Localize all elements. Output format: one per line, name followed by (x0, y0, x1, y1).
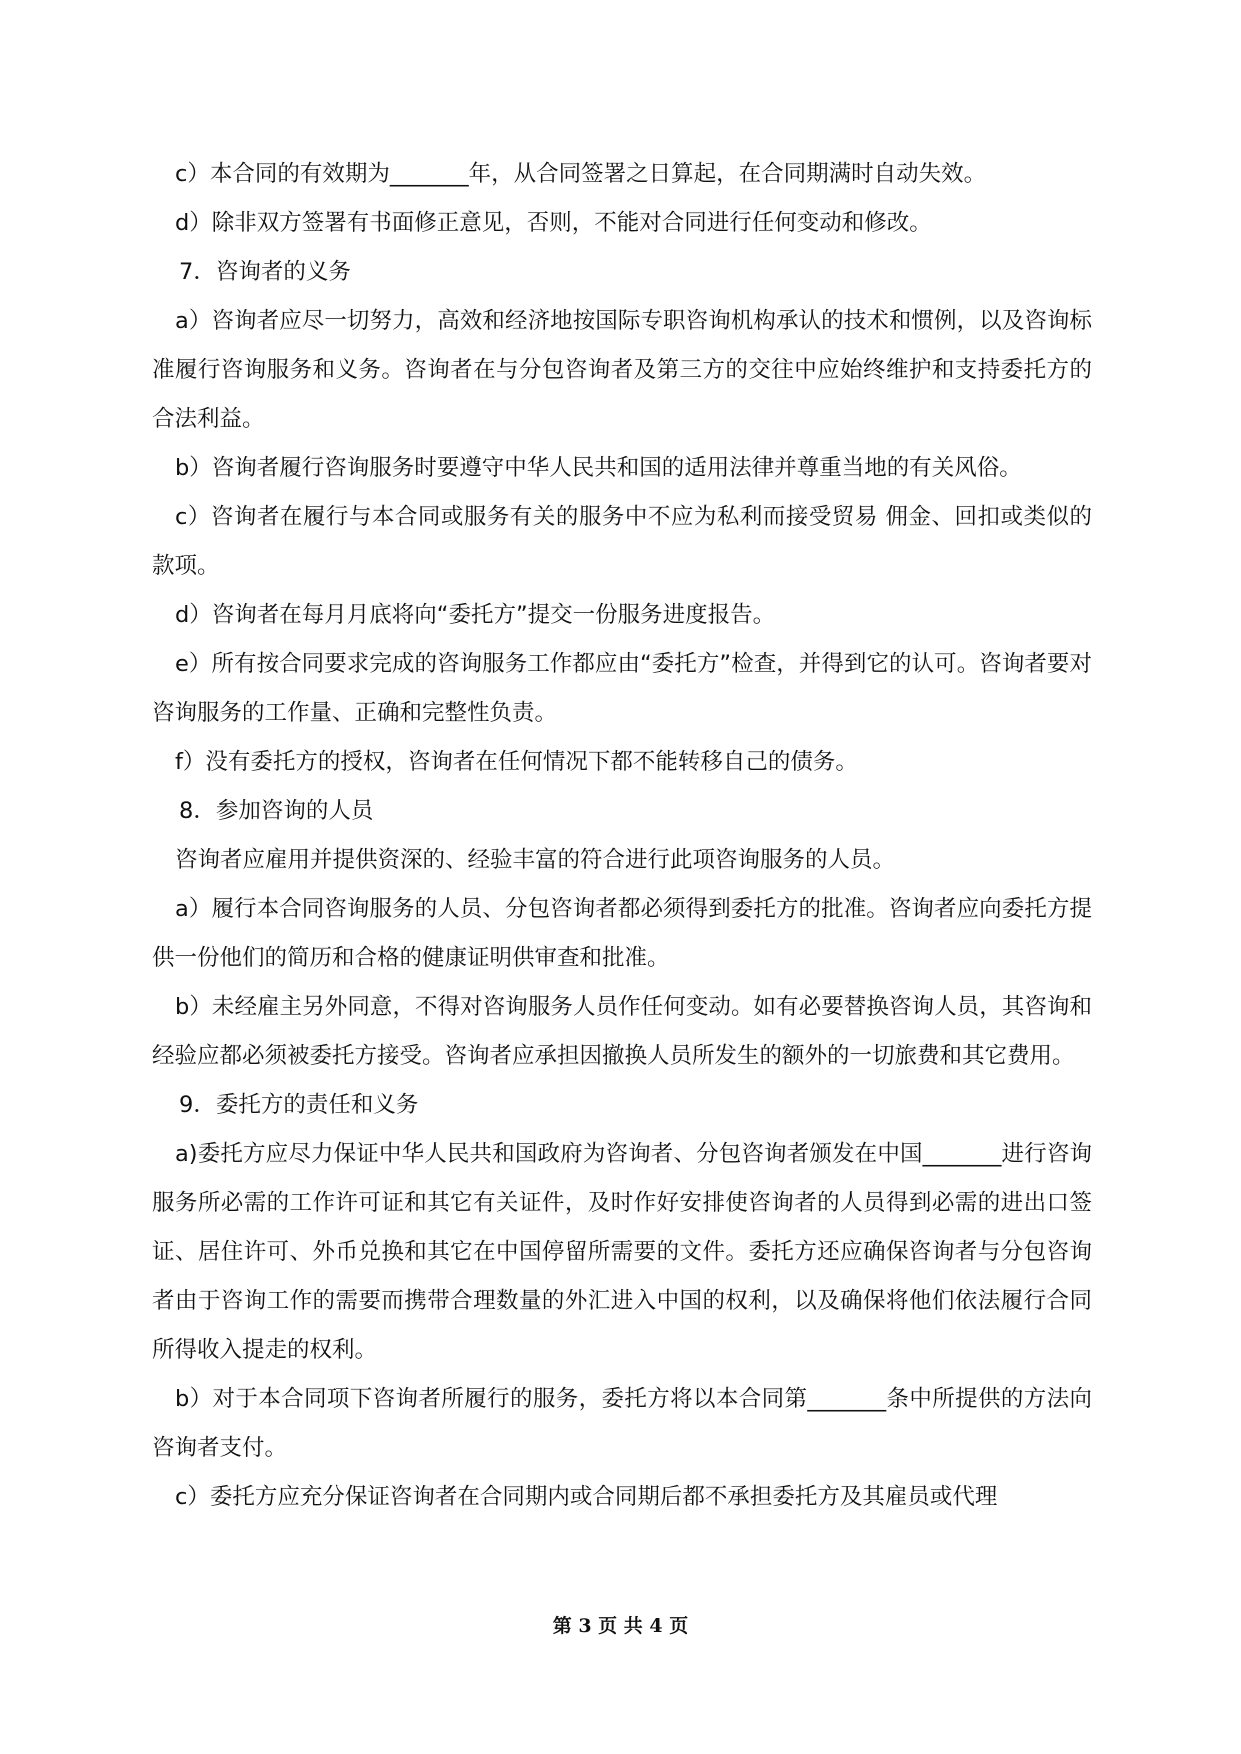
clause-paragraph: c）咨询者在履行与本合同或服务有关的服务中不应为私利而接受贸易 佣金、回扣或类似的款项。 (152, 504, 1092, 579)
section-heading: 8．参加咨询的人员 (179, 798, 374, 824)
clause-paragraph: d）除非双方签署有书面修正意见，否则，不能对合同进行任何变动和修改。 (175, 210, 932, 236)
clause-paragraph: a)委托方应尽力保证中华人民共和国政府为咨询者、分包咨询者颁发在中国_______进行咨询服务所必需的工作许可证和其它有关证件，及时作好安排使咨询者的人员得到必需的进出口签证、居住许可、外币兑换和其它在中国停留所需要的文件。委托方还应确保咨询者与分包咨询者由于咨询工作的需要而携带合理数量的外汇进入中国的权利，以及确保将他们依法履行合同所得收入提走的权利。 (152, 1141, 1092, 1363)
clause-paragraph: 咨询者应雇用并提供资深的、经验丰富的符合进行此项咨询服务的人员。 (175, 847, 896, 873)
document-body (152, 150, 1092, 1522)
section-heading: 9．委托方的责任和义务 (179, 1092, 419, 1118)
clause-paragraph: c）委托方应充分保证咨询者在合同期内或合同期后都不承担委托方及其雇员或代理 (175, 1484, 998, 1510)
clause-paragraph: a）履行本合同咨询服务的人员、分包咨询者都必须得到委托方的批准。咨询者应向委托方提供一份他们的简历和合格的健康证明供审查和批准。 (152, 896, 1092, 971)
clause-paragraph: e）所有按合同要求完成的咨询服务工作都应由“委托方”检查，并得到它的认可。咨询者要对咨询服务的工作量、正确和完整性负责。 (152, 651, 1092, 726)
clause-paragraph: c）本合同的有效期为_______年，从合同签署之日算起，在合同期满时自动失效。 (175, 161, 987, 187)
clause-paragraph: f）没有委托方的授权，咨询者在任何情况下都不能转移自己的债务。 (175, 749, 858, 775)
page-number-footer: 第 3 页 共 4 页 (552, 1615, 689, 1637)
clause-paragraph: b）未经雇主另外同意，不得对咨询服务人员作任何变动。如有必要替换咨询人员，其咨询和经验应都必须被委托方接受。咨询者应承担因撤换人员所发生的额外的一切旅费和其它费用。 (152, 994, 1092, 1069)
clause-paragraph: a）咨询者应尽一切努力，高效和经济地按国际专职咨询机构承认的技术和惯例，以及咨询标准履行咨询服务和义务。咨询者在与分包咨询者及第三方的交往中应始终维护和支持委托方的合法利益。 (152, 308, 1092, 432)
clause-paragraph: b）咨询者履行咨询服务时要遵守中华人民共和国的适用法律并尊重当地的有关风俗。 (175, 455, 1022, 481)
clause-paragraph: d）咨询者在每月月底将向“委托方”提交一份服务进度报告。 (175, 602, 776, 628)
section-heading: 7．咨询者的义务 (179, 259, 351, 285)
clause-paragraph: b）对于本合同项下咨询者所履行的服务，委托方将以本合同第_______条中所提供的方法向咨询者支付。 (152, 1386, 1092, 1461)
